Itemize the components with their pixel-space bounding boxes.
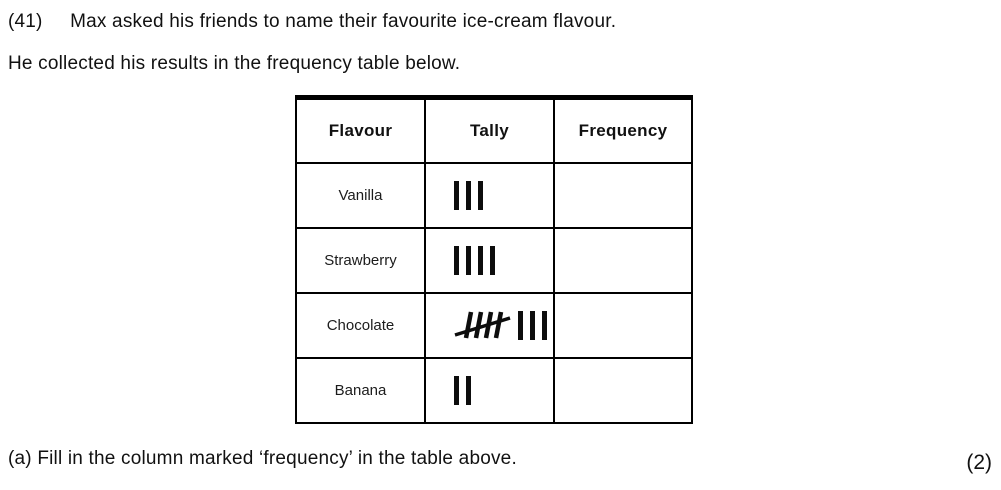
column-header-tally: Tally	[425, 98, 554, 163]
part-a-label: (a)	[8, 448, 32, 469]
tally-marks	[454, 308, 554, 342]
question-text: Max asked his friends to name their favourite ice-cream flavour.	[70, 11, 617, 32]
table-row-banana	[296, 358, 692, 423]
tally-cell	[425, 228, 554, 293]
header-row	[296, 98, 692, 163]
frequency-cell	[554, 163, 692, 228]
table-row-chocolate	[296, 293, 692, 358]
flavour-label: Banana	[296, 358, 425, 423]
frequency-cell	[554, 293, 692, 358]
question-number: (41)	[8, 11, 43, 32]
tally-cell	[425, 293, 554, 358]
tally-marks	[454, 181, 490, 210]
flavour-label: Strawberry	[296, 228, 425, 293]
frequency-cell	[554, 228, 692, 293]
frequency-table	[295, 95, 693, 424]
part-a-instruction	[8, 448, 517, 470]
table-row-strawberry	[296, 228, 692, 293]
column-header-frequency: Frequency	[554, 98, 692, 163]
frequency-cell	[554, 358, 692, 423]
flavour-label: Vanilla	[296, 163, 425, 228]
tally-cell	[425, 163, 554, 228]
part-a-text: Fill in the column marked ‘frequency’ in the table above.	[37, 448, 517, 469]
flavour-label: Chocolate	[296, 293, 425, 358]
column-header-flavour: Flavour	[296, 98, 425, 163]
tally-cell	[425, 358, 554, 423]
tally-marks	[454, 246, 502, 275]
marks-badge: (2)	[966, 451, 992, 474]
question-line-2: He collected his results in the frequency table below.	[8, 53, 461, 74]
table-row-vanilla	[296, 163, 692, 228]
tally-marks	[454, 376, 478, 405]
question-line-1	[8, 11, 616, 33]
